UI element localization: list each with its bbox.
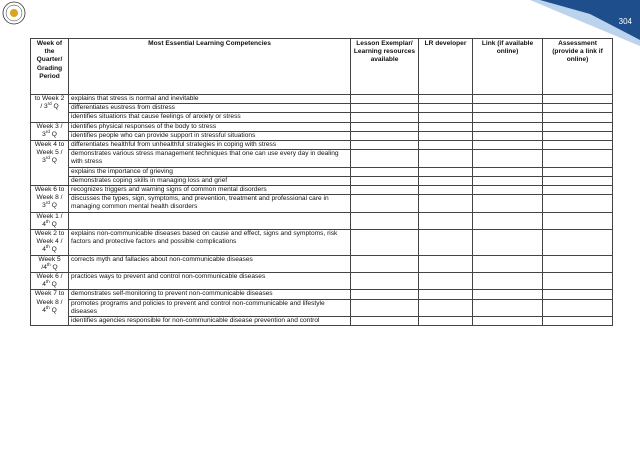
week-cell: Week 4 to Week 5 / 3rd Q xyxy=(31,141,69,186)
header-assessment: Assessment (provide a link if online) xyxy=(543,39,613,95)
table-row xyxy=(31,186,613,195)
week-cell: Week 5 /4th Q xyxy=(31,255,69,272)
assessment-cell xyxy=(543,317,613,326)
competency-cell: explains that stress is normal and inevitable xyxy=(69,95,351,104)
assessment-cell xyxy=(543,290,613,299)
assessment-cell xyxy=(543,131,613,140)
header-lesson-exemplar: Lesson Exemplar/ Learning resources available xyxy=(351,39,419,95)
table-row xyxy=(31,290,613,299)
lr-developer-cell xyxy=(419,113,473,122)
competency-cell: identifies physical responses of the body to stress xyxy=(69,122,351,131)
lesson-exemplar-cell xyxy=(351,95,419,104)
lesson-exemplar-cell xyxy=(351,273,419,290)
competency-table xyxy=(30,38,613,326)
competency-cell: demonstrates self-monitoring to prevent non-communicable diseases xyxy=(69,290,351,299)
header-row xyxy=(31,39,613,95)
lr-developer-cell xyxy=(419,290,473,299)
table-row xyxy=(31,131,613,140)
assessment-cell xyxy=(543,150,613,167)
lesson-exemplar-cell xyxy=(351,290,419,299)
competency-cell: corrects myth and fallacies about non-communicable diseases xyxy=(69,255,351,272)
lesson-exemplar-cell xyxy=(351,150,419,167)
table-row xyxy=(31,317,613,326)
lr-developer-cell xyxy=(419,95,473,104)
table-row xyxy=(31,141,613,150)
week-cell: Week 1 / 4th Q xyxy=(31,212,69,229)
lr-developer-cell xyxy=(419,176,473,185)
lesson-exemplar-cell xyxy=(351,104,419,113)
lr-developer-cell xyxy=(419,212,473,229)
lesson-exemplar-cell xyxy=(351,186,419,195)
lesson-exemplar-cell xyxy=(351,195,419,212)
table-row xyxy=(31,195,613,212)
table-row xyxy=(31,104,613,113)
competency-cell: practices ways to prevent and control non-communicable diseases xyxy=(69,273,351,290)
lr-developer-cell xyxy=(419,122,473,131)
competency-cell: identifies people who can provide support in stressful situations xyxy=(69,131,351,140)
link-cell xyxy=(473,131,543,140)
week-cell: Week 7 to Week 8 / 4th Q xyxy=(31,290,69,326)
competency-cell: recognizes triggers and warning signs of common mental disorders xyxy=(69,186,351,195)
assessment-cell xyxy=(543,255,613,272)
assessment-cell xyxy=(543,176,613,185)
link-cell xyxy=(473,317,543,326)
link-cell xyxy=(473,212,543,229)
table-row xyxy=(31,230,613,256)
lr-developer-cell xyxy=(419,141,473,150)
assessment-cell xyxy=(543,122,613,131)
assessment-cell xyxy=(543,141,613,150)
assessment-cell xyxy=(543,299,613,316)
lr-developer-cell xyxy=(419,317,473,326)
lr-developer-cell xyxy=(419,230,473,256)
link-cell xyxy=(473,255,543,272)
lr-developer-cell xyxy=(419,186,473,195)
competency-cell xyxy=(69,212,351,229)
competency-cell: demonstrates various stress management techniques that one can use every day in dealing with stress xyxy=(69,150,351,167)
table-row xyxy=(31,176,613,185)
assessment-cell xyxy=(543,95,613,104)
assessment-cell xyxy=(543,195,613,212)
lesson-exemplar-cell xyxy=(351,122,419,131)
lr-developer-cell xyxy=(419,299,473,316)
assessment-cell xyxy=(543,167,613,176)
page-number: 304 xyxy=(618,17,632,26)
assessment-cell xyxy=(543,212,613,229)
competency-cell: demonstrates coping skills in managing loss and grief xyxy=(69,176,351,185)
lr-developer-cell xyxy=(419,255,473,272)
lesson-exemplar-cell xyxy=(351,113,419,122)
lesson-exemplar-cell xyxy=(351,299,419,316)
table-row xyxy=(31,212,613,229)
table-row xyxy=(31,273,613,290)
lesson-exemplar-cell xyxy=(351,141,419,150)
table-row xyxy=(31,150,613,167)
competency-cell: explains non-communicable diseases based on cause and effect, signs and symptoms, risk factors and protective factors and possible complications xyxy=(69,230,351,256)
link-cell xyxy=(473,176,543,185)
assessment-cell xyxy=(543,113,613,122)
lesson-exemplar-cell xyxy=(351,176,419,185)
lesson-exemplar-cell xyxy=(351,317,419,326)
competency-cell: identifies situations that cause feelings of anxiety or stress xyxy=(69,113,351,122)
lesson-exemplar-cell xyxy=(351,167,419,176)
week-cell: to Week 2 / 3rd Q xyxy=(31,95,69,123)
lr-developer-cell xyxy=(419,167,473,176)
lesson-exemplar-cell xyxy=(351,212,419,229)
header-week: Week of the Quarter/ Grading Period xyxy=(31,39,69,95)
table-row xyxy=(31,122,613,131)
link-cell xyxy=(473,273,543,290)
table-row xyxy=(31,95,613,104)
lr-developer-cell xyxy=(419,131,473,140)
link-cell xyxy=(473,167,543,176)
link-cell xyxy=(473,95,543,104)
lesson-exemplar-cell xyxy=(351,131,419,140)
competency-cell: explains the importance of grieving xyxy=(69,167,351,176)
link-cell xyxy=(473,195,543,212)
link-cell xyxy=(473,150,543,167)
assessment-cell xyxy=(543,230,613,256)
assessment-cell xyxy=(543,273,613,290)
link-cell xyxy=(473,290,543,299)
link-cell xyxy=(473,113,543,122)
table-row xyxy=(31,113,613,122)
header-lr-developer: LR developer xyxy=(419,39,473,95)
table-row xyxy=(31,255,613,272)
link-cell xyxy=(473,299,543,316)
competency-cell: discusses the types, sign, symptoms, and prevention, treatment and professional care in managing common mental health disorders xyxy=(69,195,351,212)
deped-seal-icon xyxy=(2,1,26,25)
competency-cell: identifies agencies responsible for non-communicable disease prevention and control xyxy=(69,317,351,326)
lesson-exemplar-cell xyxy=(351,230,419,256)
link-cell xyxy=(473,104,543,113)
lr-developer-cell xyxy=(419,104,473,113)
lr-developer-cell xyxy=(419,150,473,167)
link-cell xyxy=(473,122,543,131)
link-cell xyxy=(473,186,543,195)
header-competencies: Most Essential Learning Competencies xyxy=(69,39,351,95)
assessment-cell xyxy=(543,104,613,113)
link-cell xyxy=(473,230,543,256)
table-row xyxy=(31,167,613,176)
lr-developer-cell xyxy=(419,195,473,212)
week-cell: Week 2 to Week 4 / 4th Q xyxy=(31,230,69,256)
competency-cell: promotes programs and policies to prevent and control non-communicable and lifestyle diseases xyxy=(69,299,351,316)
header-link: Link (if available online) xyxy=(473,39,543,95)
competency-cell: differentiates healthful from unhealthful strategies in coping with stress xyxy=(69,141,351,150)
week-cell: Week 6 to Week 8 / 3rd Q xyxy=(31,186,69,213)
competency-cell: differentiates eustress from distress xyxy=(69,104,351,113)
week-cell: Week 6 / 4th Q xyxy=(31,273,69,290)
assessment-cell xyxy=(543,186,613,195)
lesson-exemplar-cell xyxy=(351,255,419,272)
table-row xyxy=(31,299,613,316)
week-cell: Week 3 / 3rd Q xyxy=(31,122,69,140)
lr-developer-cell xyxy=(419,273,473,290)
link-cell xyxy=(473,141,543,150)
